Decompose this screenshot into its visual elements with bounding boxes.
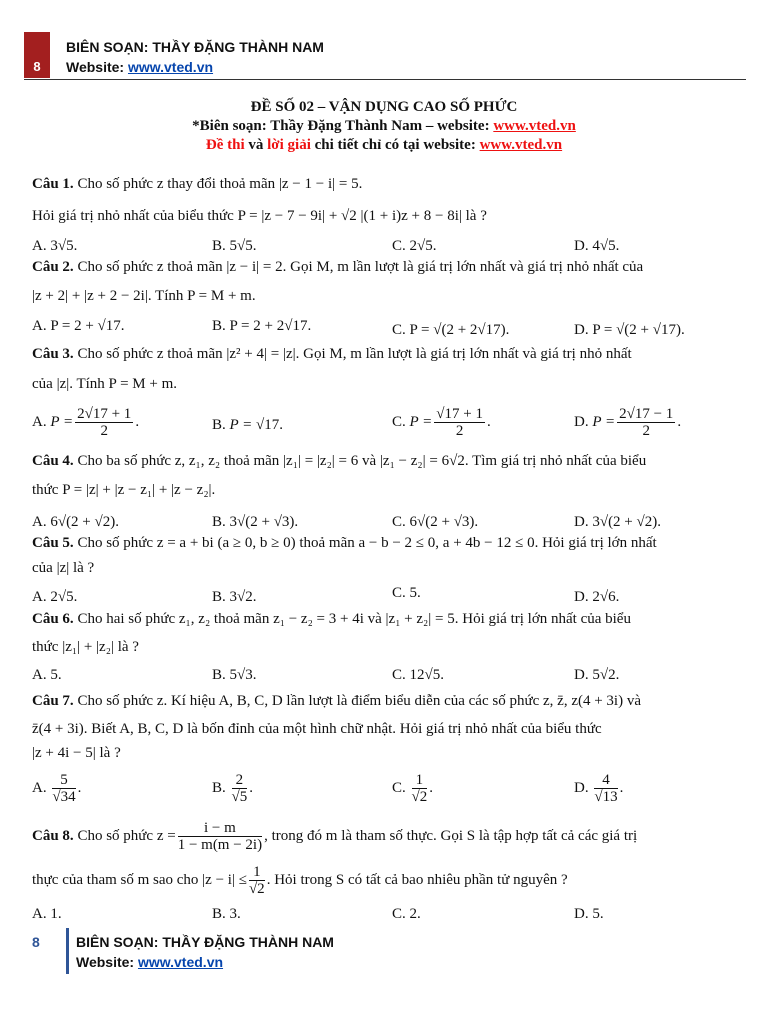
footer-divider bbox=[66, 928, 69, 974]
note-link[interactable]: www.vted.vn bbox=[479, 137, 563, 153]
q4-option-d: D. 3√(2 + √2). bbox=[574, 514, 661, 530]
header-website-link[interactable]: www.vted.vn bbox=[127, 59, 214, 75]
question-8-line-1: Câu 8. Cho số phức z = $\frac{i - m}{1 - m(m - 2i)}$ , trong đó m là tham số thực. Gọi S là tập hợp tất cả các giá trị bbox=[32, 820, 638, 853]
footer-author: BIÊN SOẠN: THẦY ĐẶNG THÀNH NAM bbox=[76, 934, 334, 950]
q6-option-c: C. 12√5. bbox=[392, 667, 444, 683]
question-1-line-2: Hỏi giá trị nhỏ nhất của biểu thức P = |z − 7 − 9i| + √2 |(1 + i)z + 8 − 8i| là ? bbox=[32, 208, 487, 224]
footer-website-link[interactable]: www.vted.vn bbox=[137, 954, 224, 970]
question-3-line-1: Câu 3. Cho số phức z thoả mãn |z² + 4| = |z|. Gọi M, m lần lượt là giá trị lớn nhất và giá trị nhỏ nhất bbox=[32, 346, 632, 362]
q7-option-c: C. $\frac{1}{√2}$ . bbox=[392, 772, 433, 805]
question-4-line-1: Câu 4. Cho ba số phức z, z₁, z₂ thoả mãn |z₁| = |z₂| = 6 và |z₁ − z₂| = 6√2. Tìm giá trị nhỏ nhất của biểu bbox=[32, 453, 647, 469]
question-8-line-2: thực của tham số m sao cho |z − i| ≤ $\frac{1}{√2}$ . Hỏi trong S có tất cả bao nhiêu phần tử nguyên ? bbox=[32, 864, 568, 897]
q6-option-a: A. 5. bbox=[32, 667, 62, 683]
header bbox=[66, 37, 324, 77]
question-1-line-1: Câu 1. Cho số phức z thay đổi thoả mãn |z − 1 − i| = 5. bbox=[32, 176, 363, 192]
question-5-line-2: của |z| là ? bbox=[32, 560, 95, 576]
q2-option-b: B. P = 2 + 2√17. bbox=[212, 318, 312, 334]
q3-option-a: A. P = $\frac{2√17 + 1}{2}$ . bbox=[32, 406, 140, 439]
q5-option-b: B. 3√2. bbox=[212, 589, 257, 605]
question-7-line-3: |z + 4i − 5| là ? bbox=[32, 745, 121, 761]
header-divider bbox=[24, 79, 746, 80]
footer-page-number: 8 bbox=[32, 934, 40, 950]
question-7-line-2: z̄(4 + 3i). Biết A, B, C, D là bốn đỉnh của một hình chữ nhật. Hỏi giá trị nhỏ nhất của biểu thức bbox=[32, 721, 602, 737]
q3-option-d: D. P = $\frac{2√17 - 1}{2}$ . bbox=[574, 406, 682, 439]
page-number: 8 bbox=[33, 59, 41, 74]
q5-option-c: C. 5. bbox=[392, 585, 421, 601]
exam-title: ĐỀ SỐ 02 – VẬN DỤNG CAO SỐ PHỨC bbox=[250, 99, 518, 115]
question-2-line-2: |z + 2| + |z + 2 − 2i|. Tính P = M + m. bbox=[32, 288, 256, 304]
q1-option-b: B. 5√5. bbox=[212, 238, 257, 254]
exam-note: Đề thi và lời giải chi tiết chỉ có tại website: www.vted.vn bbox=[205, 137, 563, 153]
q8-option-a: A. 1. bbox=[32, 906, 62, 922]
q6-option-d: D. 5√2. bbox=[574, 667, 620, 683]
q1-option-c: C. 2√5. bbox=[392, 238, 437, 254]
q5-option-d: D. 2√6. bbox=[574, 589, 620, 605]
question-4-line-2: thức P = |z| + |z − z₁| + |z − z₂|. bbox=[32, 482, 216, 498]
q2-option-c: C. P = √(2 + 2√17). bbox=[392, 322, 510, 338]
footer bbox=[76, 932, 334, 972]
question-6-line-2: thức |z₁| + |z₂| là ? bbox=[32, 639, 139, 655]
question-5-line-1: Câu 5. Cho số phức z = a + bi (a ≥ 0, b ≥ 0) thoả mãn a − b − 2 ≤ 0, a + 4b − 12 ≤ 0. Hỏi giá trị lớn nhất bbox=[32, 535, 657, 551]
q1-option-a: A. 3√5. bbox=[32, 238, 78, 254]
q2-option-a: A. P = 2 + √17. bbox=[32, 318, 125, 334]
q8-option-c: C. 2. bbox=[392, 906, 421, 922]
exam-subtitle: *Biên soạn: Thầy Đặng Thành Nam – website: www.vted.vn bbox=[192, 118, 576, 134]
question-6-line-1: Câu 6. Cho hai số phức z₁, z₂ thoả mãn z₁ − z₂ = 3 + 4i và |z₁ + z₂| = 5. Hỏi giá trị lớn nhất của biểu bbox=[32, 611, 631, 627]
q4-option-b: B. 3√(2 + √3). bbox=[212, 514, 299, 530]
q8-option-b: B. 3. bbox=[212, 906, 241, 922]
q3-option-b: B. P = √17. bbox=[212, 417, 284, 433]
q6-option-b: B. 5√3. bbox=[212, 667, 257, 683]
footer-website-line: Website: www.vted.vn bbox=[76, 954, 224, 970]
q3-option-c: C. P = $\frac{√17 + 1}{2}$ . bbox=[392, 406, 491, 439]
q4-option-a: A. 6√(2 + √2). bbox=[32, 514, 119, 530]
header-author: BIÊN SOẠN: THẦY ĐẶNG THÀNH NAM bbox=[66, 39, 324, 55]
q7-option-b: B. $\frac{2}{√5}$ . bbox=[212, 772, 253, 805]
header-website-line: Website: www.vted.vn bbox=[66, 59, 214, 75]
q4-option-c: C. 6√(2 + √3). bbox=[392, 514, 479, 530]
q8-option-d: D. 5. bbox=[574, 906, 604, 922]
q7-option-a: A. $\frac{5}{√34}$ . bbox=[32, 772, 82, 805]
q1-option-d: D. 4√5. bbox=[574, 238, 620, 254]
q5-option-a: A. 2√5. bbox=[32, 589, 78, 605]
subtitle-link[interactable]: www.vted.vn bbox=[493, 118, 576, 134]
q2-option-d: D. P = √(2 + √17). bbox=[574, 322, 685, 338]
question-3-line-2: của |z|. Tính P = M + m. bbox=[32, 376, 177, 392]
page-number-box bbox=[24, 32, 50, 78]
q7-option-d: D. $\frac{4}{√13}$ . bbox=[574, 772, 624, 805]
question-2-line-1: Câu 2. Cho số phức z thoả mãn |z − i| = 2. Gọi M, m lần lượt là giá trị lớn nhất và giá trị nhỏ nhất của bbox=[32, 259, 644, 275]
question-7-line-1: Câu 7. Cho số phức z. Kí hiệu A, B, C, D lần lượt là điểm biểu diễn của các số phức z, z̄, z(4 + 3i) và bbox=[32, 693, 641, 709]
